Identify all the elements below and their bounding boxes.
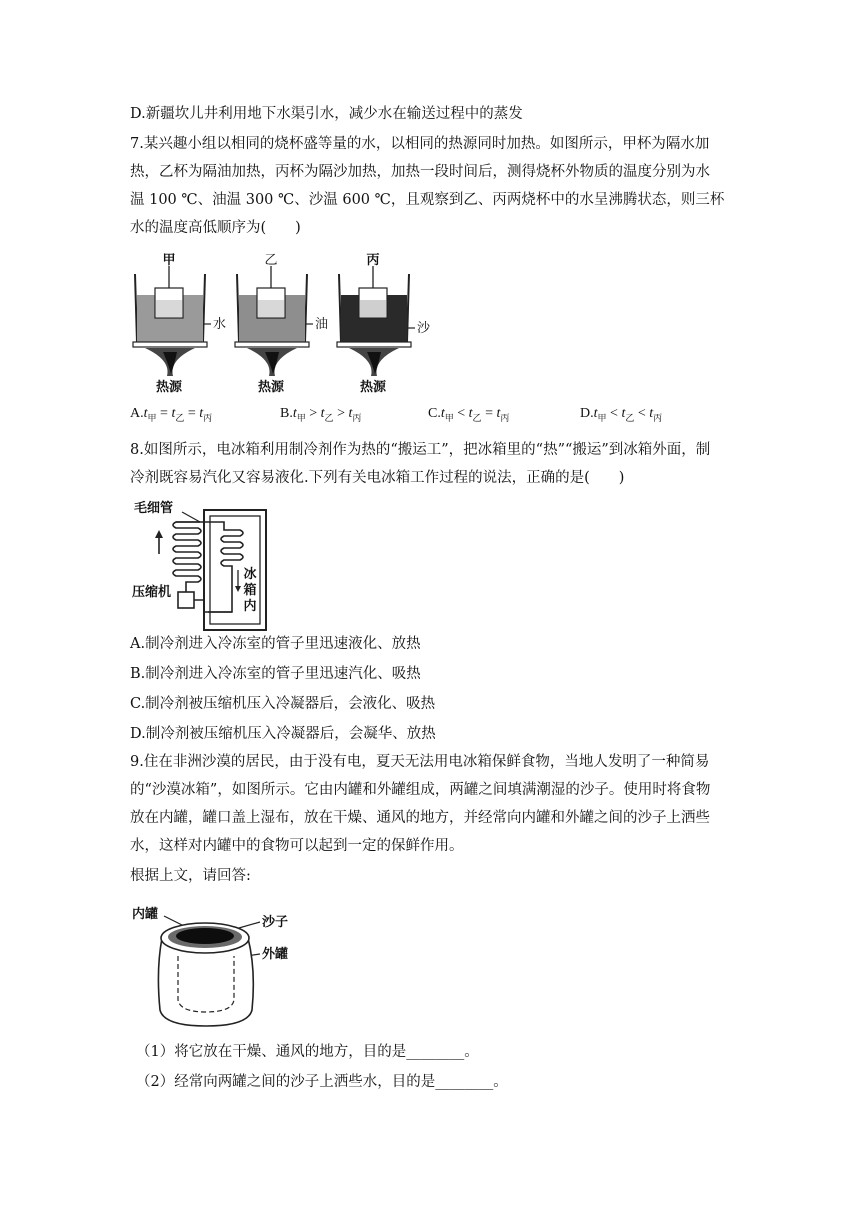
q9-intro: 根据上文，请回答: — [130, 868, 251, 884]
q9-subquestion-1: （1）将它放在干燥、通风的地方，目的是________。 — [136, 1044, 479, 1060]
inner-pot-label: 内罐 — [132, 907, 159, 922]
fridge-inside-char-2: 箱 — [243, 583, 257, 598]
beaker-bing-top-label: 丙 — [366, 253, 380, 268]
q7-option-a[interactable]: $A.t_甲 = t_乙 = t_丙$ — [130, 406, 213, 423]
beaker-bing-side-label: 沙 — [417, 321, 431, 336]
beaker-bing — [337, 253, 431, 395]
sand-label: 沙子 — [262, 915, 289, 930]
q8-option-c[interactable]: C.制冷剂被压缩机压入冷凝器后，会液化、吸热 — [130, 696, 436, 712]
beaker-jia-side-label: 水 — [213, 317, 227, 332]
beaker-jia-top-label: 甲 — [162, 253, 176, 268]
q9-desert-fridge-figure — [128, 900, 308, 1035]
q8-refrigerator-figure — [128, 492, 273, 642]
q7-stem-line-1: 7.某兴趣小组以相同的烧杯盛等量的水，以相同的热源同时加热。如图所示，甲杯为隔水加 — [130, 136, 710, 152]
q7-option-d[interactable]: $D.t_甲 < t_乙 < t_丙$ — [580, 406, 663, 423]
fridge-inside-char-3: 内 — [243, 599, 257, 614]
q7-option-b[interactable]: $B.t_甲 > t_乙 > t_丙$ — [280, 406, 362, 423]
q8-option-b[interactable]: B.制冷剂进入冷冻室的管子里迅速汽化、吸热 — [130, 666, 421, 682]
beaker-jia-heat-label: 热源 — [155, 380, 183, 395]
beaker-bing-heat-label: 热源 — [359, 380, 387, 395]
q9-stem-line-4: 水，这样对内罐中的食物可以起到一定的保鲜作用。 — [130, 838, 464, 854]
fridge-inside-char-1: 冰 — [243, 567, 257, 582]
beaker-yi — [235, 253, 328, 395]
outer-pot-label: 外罐 — [262, 947, 289, 962]
q8-stem-line-1: 8.如图所示，电冰箱利用制冷剂作为热的“搬运工”，把冰箱里的“热”“搬运”到冰箱外面，制 — [130, 442, 711, 458]
q6-option-d: D.新疆坎儿井利用地下水渠引水，减少水在输送过程中的蒸发 — [130, 106, 523, 122]
beaker-yi-side-label: 油 — [315, 317, 329, 332]
q7-stem-line-2: 热，乙杯为隔油加热，丙杯为隔沙加热，加热一段时间后，测得烧杯外物质的温度分别为水 — [130, 164, 710, 180]
capillary-label: 毛细管 — [134, 501, 174, 516]
q7-stem-line-4: 水的温度高低顺序为( ) — [130, 220, 301, 236]
q7-options — [130, 406, 730, 428]
q7-beakers-figure — [125, 248, 431, 396]
q8-option-d[interactable]: D.制冷剂被压缩机压入冷凝器后，会凝华、放热 — [130, 726, 436, 742]
beaker-yi-heat-label: 热源 — [257, 380, 285, 395]
beaker-jia — [133, 253, 226, 395]
q7-option-c[interactable]: $C.t_甲 < t_乙 = t_丙$ — [428, 406, 510, 423]
q9-stem-line-3: 放在内罐，罐口盖上湿布，放在干燥、通风的地方，并经常向内罐和外罐之间的沙子上洒些 — [130, 810, 710, 826]
q7-stem-line-3: 温 100 ℃、油温 300 ℃、沙温 600 ℃，且观察到乙、丙两烧杯中的水呈沸腾状态，则三杯 — [130, 192, 725, 208]
q8-option-a[interactable]: A.制冷剂进入冷冻室的管子里迅速液化、放热 — [130, 636, 421, 652]
compressor-label: 压缩机 — [132, 585, 172, 600]
q9-stem-line-1: 9.住在非洲沙漠的居民，由于没有电，夏天无法用电冰箱保鲜食物，当地人发明了一种简易 — [130, 754, 710, 770]
beaker-yi-top-label: 乙 — [264, 253, 278, 268]
q9-stem-line-2: 的“沙漠冰箱”，如图所示。它由内罐和外罐组成，两罐之间填满潮湿的沙子。使用时将食物 — [130, 782, 711, 798]
q8-stem-line-2: 冷剂既容易汽化又容易液化.下列有关电冰箱工作过程的说法，正确的是( ) — [130, 470, 625, 486]
q9-subquestion-2: （2）经常向两罐之间的沙子上洒些水，目的是________。 — [136, 1074, 508, 1090]
